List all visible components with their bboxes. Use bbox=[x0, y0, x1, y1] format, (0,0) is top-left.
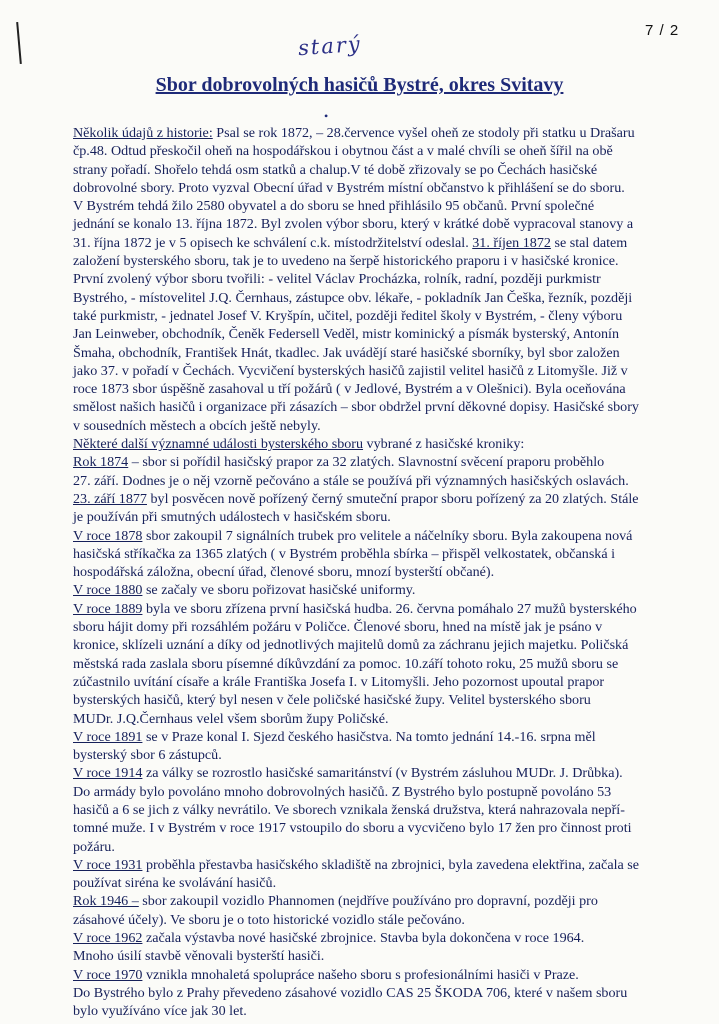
text-line bbox=[73, 508, 683, 526]
text-span: strany pořadí. Shořelo tehdá osm statků a chalup.V té době zřizovaly se po Čechách hasičské bbox=[73, 161, 598, 178]
text-span: bysterský sbor 6 zástupců. bbox=[73, 747, 222, 764]
text-span: sboru hájit domy při rozsáhlém požáru v Poličce. Členové sboru, hned na místě jak je psáno v bbox=[73, 619, 603, 636]
text-span: se stal datem bbox=[550, 234, 628, 251]
underlined-heading: V roce 1914 bbox=[73, 765, 143, 782]
text-line bbox=[73, 289, 683, 307]
page-number: 7 / 2 bbox=[645, 22, 680, 39]
history-text bbox=[73, 124, 683, 1021]
text-span: smělost našich hasičů i organizace při zásazích – sbor obdržel první děkovné dopisy. Hasičské sbory bbox=[73, 399, 639, 416]
text-span: čp.48. Odtud přeskočil oheň na hospodářskou i obytnou část a v malé chvíli se oheň šířil na obě bbox=[73, 143, 613, 160]
text-span: První zvolený výbor sboru tvořili: - velitel Václav Procházka, rolník, radní, později purkmistr bbox=[73, 271, 601, 288]
document-title: Sbor dobrovolných hasičů Bystré, okres Svitavy bbox=[155, 74, 564, 96]
text-line bbox=[73, 874, 683, 892]
underlined-heading: V roce 1891 bbox=[73, 728, 143, 745]
text-line bbox=[73, 801, 683, 819]
text-span: sbor zakoupil 7 signálních trubek pro velitele a náčelníky sboru. Byla zakoupena nová bbox=[142, 527, 633, 544]
text-span: proběhla přestavba hasičského skladiště na zbrojnici, byla zavedena elektřina, začala se bbox=[142, 856, 640, 873]
text-span: byl posvěcen nově pořízený černý smuteční prapor sboru pořízený za 20 zlatých. Stále bbox=[146, 490, 639, 507]
text-span: vybrané z hasičské kroniky: bbox=[363, 436, 525, 453]
bullet-mark: • bbox=[324, 109, 329, 123]
text-span: 31. října 1872 je v 5 opisech ke schválení c.k. místodržitelství odeslal. bbox=[73, 234, 473, 251]
text-span: používat siréna ke svolávání hasičů. bbox=[73, 875, 277, 892]
text-line bbox=[73, 691, 683, 709]
text-span: zásahové účely). Ve sboru je o toto historické vozidlo stále pečováno. bbox=[73, 911, 465, 928]
text-span: požáru. bbox=[73, 838, 115, 855]
text-span: byla ve sboru zřízena první hasičská hudba. 26. června pomáhalo 27 mužů bysterského bbox=[142, 600, 637, 617]
text-line bbox=[73, 215, 683, 233]
text-line bbox=[73, 362, 683, 380]
text-line bbox=[73, 947, 683, 965]
text-line bbox=[73, 563, 683, 581]
text-line bbox=[73, 783, 683, 801]
text-span: zúčastnilo uvítání císaře a krále Františka Josefa I. v Litomyšli. Jeho pozornost upoutal prapor bbox=[73, 673, 605, 690]
text-line bbox=[73, 179, 683, 197]
text-line bbox=[73, 764, 683, 782]
text-span: V Bystrém tehdá žilo 2580 obyvatel a do sboru se hned přihlásilo 95 občanů. První společné bbox=[73, 198, 595, 215]
underlined-heading: V roce 1962 bbox=[73, 930, 143, 947]
text-span: založení bysterského sboru, tak je to uvedeno na šerpě historického praporu i v hasičské kronice. bbox=[73, 253, 619, 270]
text-line bbox=[73, 142, 683, 160]
text-span: vznikla mnohaletá spolupráce našeho sboru s profesionálními hasiči v Praze. bbox=[142, 966, 579, 983]
text-line bbox=[73, 618, 683, 636]
text-line bbox=[73, 490, 683, 508]
text-span: hospodářská záložna, obecní úřad, členové sboru, mnozí bysterští občané). bbox=[73, 564, 495, 581]
underlined-heading: Rok 1946 – bbox=[73, 893, 139, 910]
text-line bbox=[73, 344, 683, 362]
text-line bbox=[73, 819, 683, 837]
text-span: Mnoho úsilí stavbě věnovali bysterští hasiči. bbox=[73, 948, 325, 965]
text-line bbox=[73, 453, 683, 471]
text-line bbox=[73, 838, 683, 856]
text-span: začala výstavba nové hasičské zbrojnice. Stavba byla dokončena v roce 1964. bbox=[142, 930, 585, 947]
underlined-heading: V roce 1889 bbox=[73, 600, 143, 617]
text-line bbox=[73, 600, 683, 618]
text-line bbox=[73, 911, 683, 929]
text-line bbox=[73, 380, 683, 398]
text-line bbox=[73, 1002, 683, 1020]
text-line bbox=[73, 710, 683, 728]
underlined-heading: 23. září 1877 bbox=[73, 490, 147, 507]
underlined-heading: Rok 1874 bbox=[73, 454, 129, 471]
text-line bbox=[73, 417, 683, 435]
text-span: Do Bystrého bylo z Prahy převedeno zásahové vozidlo CAS 25 ŠKODA 706, které v našem sboru bbox=[73, 984, 628, 1001]
text-line bbox=[73, 435, 683, 453]
text-span: kronice, sklízeli uznání a díky od jednotlivých majitelů domů za záchranu jejich majetku. Poličská bbox=[73, 637, 629, 654]
underlined-heading: V roce 1878 bbox=[73, 527, 143, 544]
underlined-heading: V roce 1931 bbox=[73, 856, 143, 873]
text-line bbox=[73, 984, 683, 1002]
text-span: je používán při smutných událostech v hasičském sboru. bbox=[73, 509, 391, 526]
text-line bbox=[73, 966, 683, 984]
text-span: – sbor si pořídil hasičský prapor za 32 zlatých. Slavnostní svěcení praporu proběhlo bbox=[128, 454, 605, 471]
text-line bbox=[73, 197, 683, 215]
text-span: hasičská stříkačka za 1365 zlatých ( v Bystrém proběhla sbírka – přispěl velkostatek, občanská i bbox=[73, 545, 616, 562]
text-line bbox=[73, 234, 683, 252]
text-span: MUDr. J.Q.Černhaus velel všem sborům župy Poličské. bbox=[73, 710, 389, 727]
text-line bbox=[73, 307, 683, 325]
text-line bbox=[73, 124, 683, 142]
text-span: hasičů a 6 se jich z války nevrátilo. Ve sborech vznikala ženská družstva, která nahrazovala nepří- bbox=[73, 801, 625, 818]
text-line bbox=[73, 545, 683, 563]
text-line bbox=[73, 252, 683, 270]
text-line bbox=[73, 161, 683, 179]
text-span: za války se rozrostlo hasičské samaritánství (v Bystrém zásluhou MUDr. J. Drůbka). bbox=[142, 765, 623, 782]
text-span: městská rada zaslala sboru písemné díkůvzdání za pomoc. 10.září tohoto roku, 25 mužů sboru se bbox=[73, 655, 619, 672]
text-line bbox=[73, 655, 683, 673]
text-span: bysterských hasičů, který byl nesen v čele poličské hasičské župy. Velitel bysterského sboru bbox=[73, 692, 591, 709]
text-span: Psal se rok 1872, – 28.července vyšel oheň ze stodoly při statku u Drašaru bbox=[212, 125, 635, 141]
text-span: se začaly ve sboru pořizovat hasičské uniformy. bbox=[142, 582, 416, 599]
text-span: 27. září. Dodnes je o něj vzorně pečováno a stále se používá při významných hasičských oslavách. bbox=[73, 472, 629, 489]
text-line bbox=[73, 636, 683, 654]
handwritten-note: starý bbox=[297, 31, 363, 61]
underlined-heading: V roce 1880 bbox=[73, 582, 143, 599]
text-line bbox=[73, 398, 683, 416]
text-span: Bystrého, - místovelitel J.Q. Černhaus, zástupce obv. lékaře, - pokladník Jan Češka, řezník, později bbox=[73, 289, 633, 306]
text-line bbox=[73, 472, 683, 490]
underlined-heading: Několik údajů z historie: bbox=[73, 125, 213, 141]
text-span: dobrovolné sbory. Proto vyzval Obecní úřad v Bystrém místní občanstvo k přihlášení se do sboru. bbox=[73, 179, 625, 196]
text-span: sbor zakoupil vozidlo Phannomen (nejdříve používáno pro dopravní, později pro bbox=[138, 893, 598, 910]
underlined-heading: Některé další významné události bysterského sboru bbox=[73, 436, 364, 453]
underlined-heading: 31. říjen 1872 bbox=[472, 234, 551, 251]
text-line bbox=[73, 581, 683, 599]
text-span: v sousedních městech a obcích ještě nebyly. bbox=[73, 417, 321, 434]
text-span: Šmaha, obchodník, František Hnát, tkadlec. Jak uvádějí staré hasičské sborníky, byl sbor založen bbox=[73, 344, 620, 361]
text-span: tomné muže. I v Bystrém v roce 1917 vstoupilo do sboru a vycvičeno bylo 17 žen pro činnost proti bbox=[73, 820, 632, 837]
text-line bbox=[73, 892, 683, 910]
margin-pen-mark bbox=[16, 22, 22, 64]
text-line bbox=[73, 527, 683, 545]
text-span: roce 1873 sbor úspěšně zasahoval u tří požárů ( v Jedlové, Bystrém a v Olešnici). Byla oceňována bbox=[73, 381, 626, 398]
text-span: jednání se konalo 13. října 1872. Byl zvolen výbor sboru, který v krátké době vypracoval stanovy a bbox=[73, 216, 634, 233]
text-span: se v Praze konal I. Sjezd českého hasičstva. Na tomto jednání 14.-16. srpna měl bbox=[142, 728, 596, 745]
text-line bbox=[73, 325, 683, 343]
text-span: bylo využíváno více jak 30 let. bbox=[73, 1003, 247, 1020]
text-line bbox=[73, 856, 683, 874]
text-line bbox=[73, 929, 683, 947]
underlined-heading: V roce 1970 bbox=[73, 966, 143, 983]
text-span: Jan Leinweber, obchodník, Čeněk Federsell Veděl, mistr kominický a písmák bysterský, Antonín bbox=[73, 326, 619, 343]
text-line bbox=[73, 746, 683, 764]
text-line bbox=[73, 270, 683, 288]
text-span: Do armády bylo povoláno mnoho dobrovolných hasičů. Z Bystrého bylo postupně povoláno 53 bbox=[73, 783, 612, 800]
text-span: také purkmistr, - jednatel Josef V. Kryšpín, učitel, později ředitel školy v Bystrém, - členy výboru bbox=[73, 307, 623, 324]
text-line bbox=[73, 728, 683, 746]
text-span: jako 37. v pořadí v Čechách. Vycvičení bysterských hasičů zajistil velitel hasičů z Litomyšle. Již v bbox=[73, 362, 628, 379]
text-line bbox=[73, 673, 683, 691]
